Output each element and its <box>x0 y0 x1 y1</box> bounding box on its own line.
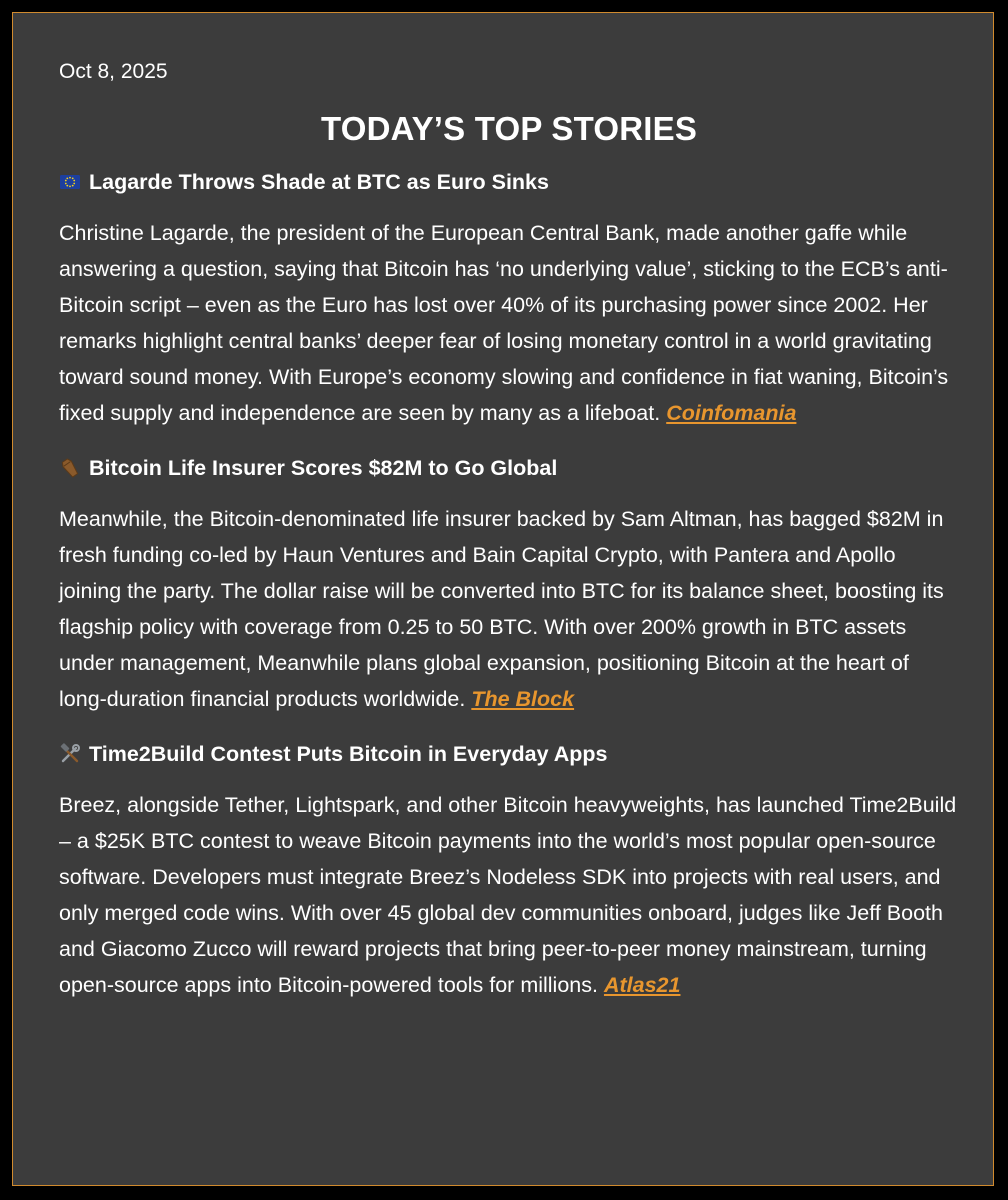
story-body-text: Breez, alongside Tether, Lightspark, and other Bitcoin heavyweights, has launched Time2Build – a $25K BTC contest to weave Bitcoin payments into the world’s most popular open-source software. Developers must integrate Breez’s Nodeless SDK into projects with real users, and only merged code wins. With over 45 global dev communities onboard, judges like Jeff Booth and Giacomo Zucco will reward projects that bring peer-to-peer money mainstream, turning open-source apps into Bitcoin-powered tools for millions. <box>59 793 957 997</box>
source-link-coinfomania[interactable]: Coinfomania <box>666 401 797 425</box>
source-link-atlas21[interactable]: Atlas21 <box>603 973 681 997</box>
story-title <box>59 167 959 197</box>
story-body <box>59 215 959 431</box>
story-lagarde <box>59 167 959 431</box>
story-body <box>59 787 959 1003</box>
source-link-the-block[interactable]: The Block <box>471 687 575 711</box>
story-body-text: Meanwhile, the Bitcoin-denominated life insurer backed by Sam Altman, has bagged $82M in fresh funding co-led by Haun Ventures and Bain Capital Crypto, with Pantera and Apollo joining the party. The dollar raise will be converted into BTC for its balance sheet, boosting its flagship policy with coverage from 0.25 to 50 BTC. With over 200% growth in BTC assets under management, Meanwhile plans global expansion, positioning Bitcoin at the heart of long-duration financial products worldwide. <box>59 507 944 711</box>
newsletter-card <box>12 12 994 1186</box>
eu-flag-icon <box>59 171 81 193</box>
story-time2build <box>59 739 959 1003</box>
hammer-wrench-icon <box>59 743 81 765</box>
story-title-text: Lagarde Throws Shade at BTC as Euro Sinks <box>89 170 549 194</box>
story-life-insurer <box>59 453 959 717</box>
story-body <box>59 501 959 717</box>
story-title-text: Bitcoin Life Insurer Scores $82M to Go Global <box>89 456 558 480</box>
story-title-text: Time2Build Contest Puts Bitcoin in Everyday Apps <box>89 742 608 766</box>
coffin-icon <box>59 457 81 479</box>
story-title <box>59 739 959 769</box>
issue-date: Oct 8, 2025 <box>59 60 168 83</box>
story-title <box>59 453 959 483</box>
story-body-text: Christine Lagarde, the president of the European Central Bank, made another gaffe while answering a question, saying that Bitcoin has ‘no underlying value’, sticking to the ECB’s anti-Bitcoin script – even as the Euro has lost over 40% of its purchasing power since 2002. Her remarks highlight central banks’ deeper fear of losing monetary control in a world gravitating toward sound money. With Europe’s economy slowing and confidence in fiat waning, Bitcoin’s fixed supply and independence are seen by many as a lifeboat. <box>59 221 949 425</box>
newsletter-content <box>59 57 959 1025</box>
page-title: TODAY’S TOP STORIES <box>320 110 698 147</box>
